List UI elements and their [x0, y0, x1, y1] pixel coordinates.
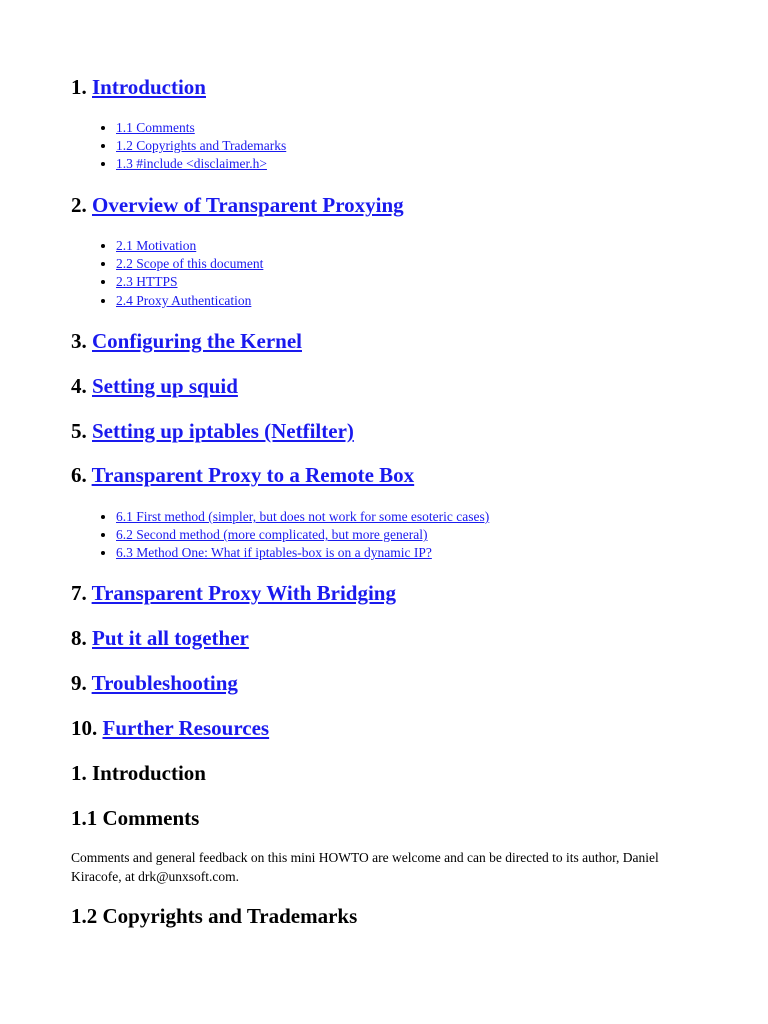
toc-link-6-2[interactable]: 6.2 Second method (more complicated, but more general) — [116, 527, 428, 543]
list-item — [116, 526, 489, 544]
list-item — [116, 508, 489, 526]
toc-link-1-2[interactable]: 1.2 Copyrights and Trademarks — [116, 138, 287, 154]
toc-sublist-1 — [71, 119, 286, 174]
toc-link-squid[interactable]: Setting up squid — [92, 374, 238, 398]
toc-link-6-3[interactable]: 6.3 Method One: What if iptables-box is on a dynamic IP? — [116, 545, 432, 561]
toc-heading-1: 1. Introduction — [71, 75, 206, 99]
toc-sublist-6 — [71, 508, 489, 563]
toc-link-introduction[interactable]: Introduction — [92, 75, 206, 99]
section-heading-copyrights: 1.2 Copyrights and Trademarks — [71, 904, 358, 928]
toc-link-2-1[interactable]: 2.1 Motivation — [116, 238, 197, 253]
list-item — [116, 155, 286, 173]
list-item — [116, 292, 263, 310]
toc-link-iptables[interactable]: Setting up iptables (Netfilter) — [92, 419, 354, 443]
list-item — [116, 137, 286, 155]
toc-heading-5: 5. Setting up iptables (Netfilter) — [71, 419, 354, 443]
toc-heading-9: 9. Troubleshooting — [71, 671, 238, 695]
toc-link-2-4[interactable]: 2.4 Proxy Authentication — [116, 292, 252, 308]
list-item — [116, 255, 263, 273]
toc-link-further-resources[interactable]: Further Resources — [102, 716, 270, 740]
toc-link-kernel[interactable]: Configuring the Kernel — [92, 329, 302, 353]
toc-link-6-1[interactable]: 6.1 First method (simpler, but does not work for some esoteric cases) — [116, 509, 490, 524]
toc-heading-4: 4. Setting up squid — [71, 374, 238, 398]
toc-link-put-together[interactable]: Put it all together — [92, 626, 249, 650]
toc-heading-2: 2. Overview of Transparent Proxying — [71, 193, 404, 217]
toc-link-overview[interactable]: Overview of Transparent Proxying — [92, 193, 404, 217]
toc-heading-8: 8. Put it all together — [71, 626, 249, 650]
toc-link-1-3[interactable]: 1.3 #include <disclaimer.h> — [116, 156, 267, 172]
toc-sublist-2 — [71, 237, 263, 310]
toc-link-1-1[interactable]: 1.1 Comments — [116, 120, 195, 135]
section-heading-comments: 1.1 Comments — [71, 806, 200, 830]
toc-link-remote-box[interactable]: Transparent Proxy to a Remote Box — [91, 463, 415, 487]
toc-link-2-3[interactable]: 2.3 HTTPS — [116, 274, 178, 290]
list-item — [116, 119, 286, 137]
toc-link-troubleshooting[interactable]: Troubleshooting — [91, 671, 238, 695]
section-heading-introduction: 1. Introduction — [71, 761, 206, 785]
toc-heading-6: 6. Transparent Proxy to a Remote Box — [71, 463, 415, 487]
toc-link-bridging[interactable]: Transparent Proxy With Bridging — [91, 581, 396, 605]
list-item — [116, 273, 263, 291]
toc-heading-10: 10. Further Resources — [71, 716, 270, 740]
toc-heading-7: 7. Transparent Proxy With Bridging — [71, 581, 396, 605]
list-item — [116, 237, 263, 255]
list-item — [116, 544, 489, 562]
toc-heading-3: 3. Configuring the Kernel — [71, 329, 302, 353]
toc-link-2-2[interactable]: 2.2 Scope of this document — [116, 256, 264, 272]
comments-paragraph: Comments and general feedback on this mini HOWTO are welcome and can be directed to its author, Daniel Kiracofe, at drk@unxsoft.com. — [71, 850, 659, 884]
